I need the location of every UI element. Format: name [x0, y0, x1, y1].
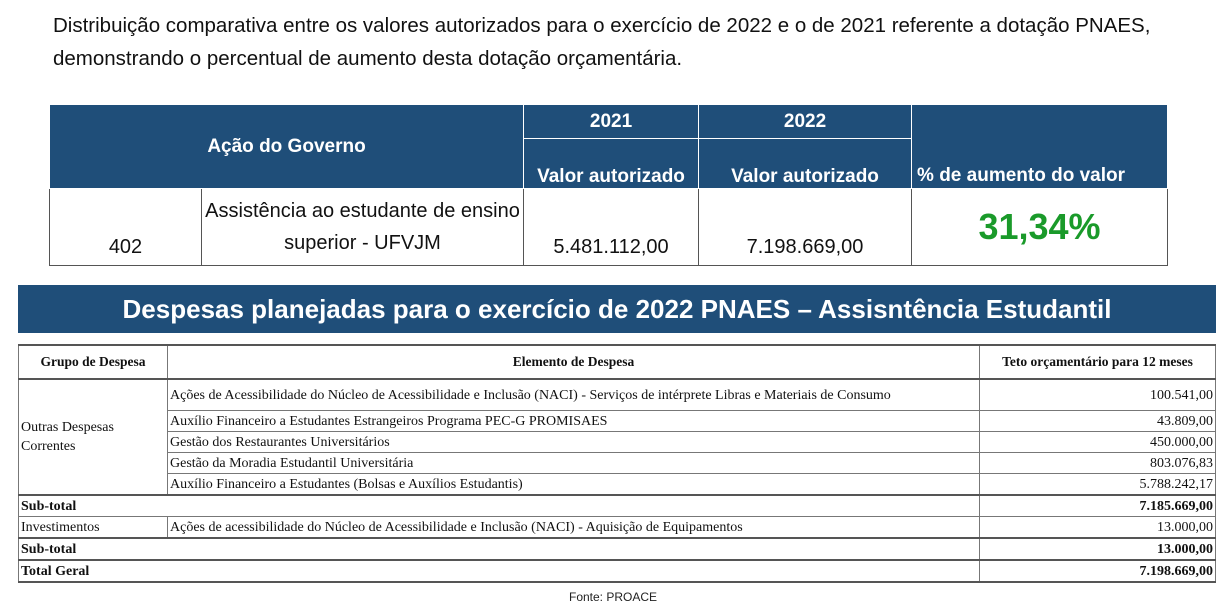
- valor-cell: 450.000,00: [980, 432, 1216, 453]
- header-acao-governo: Ação do Governo: [50, 105, 524, 189]
- table-row: [19, 411, 1216, 432]
- acao-description: Assistência ao estudante de ensino superior - UFVJM: [202, 189, 524, 266]
- pct-increase: 31,34%: [912, 189, 1168, 266]
- valor-cell: 13.000,00: [980, 517, 1216, 539]
- expenses-table: [18, 344, 1216, 583]
- elemento-cell: Ações de Acessibilidade do Núcleo de Acessibilidade e Inclusão (NACI) - Serviços de intérprete Libras e Materiais de Consumo: [168, 379, 980, 411]
- header-grupo-despesa: Grupo de Despesa: [19, 345, 168, 379]
- header-valor-2022: Valor autorizado: [699, 139, 912, 189]
- table-row: [19, 474, 1216, 496]
- valor-cell: 100.541,00: [980, 379, 1216, 411]
- intro-paragraph: Distribuição comparativa entre os valores autorizados para o exercício de 2022 e o de 2021 referente a dotação PNAES, demonstrando o percentual de aumento desta dotação orçamentária.: [53, 14, 1151, 70]
- header-teto: Teto orçamentário para 12 meses: [980, 345, 1216, 379]
- comparison-table: [49, 104, 1168, 266]
- table-row: [19, 379, 1216, 411]
- elemento-cell: Gestão da Moradia Estudantil Universitária: [168, 453, 980, 474]
- header-elemento-despesa: Elemento de Despesa: [168, 345, 980, 379]
- table-row: [19, 517, 1216, 539]
- total-value: 7.198.669,00: [980, 560, 1216, 582]
- expenses-banner: Despesas planejadas para o exercício de 2022 PNAES – Assisntência Estudantil: [18, 285, 1216, 333]
- total-row: [19, 560, 1216, 582]
- subtotal-row-invest: [19, 538, 1216, 560]
- header-valor-2021: Valor autorizado: [524, 139, 699, 189]
- elemento-cell: Gestão dos Restaurantes Universitários: [168, 432, 980, 453]
- source-note: Fonte: PROACE: [568, 590, 658, 604]
- elemento-cell: Auxílio Financeiro a Estudantes (Bolsas e Auxílios Estudantis): [168, 474, 980, 496]
- total-label: Total Geral: [19, 560, 980, 582]
- valor-cell: 803.076,83: [980, 453, 1216, 474]
- subtotal-value: 13.000,00: [980, 538, 1216, 560]
- group-outras-despesas: Outras Despesas Correntes: [19, 379, 168, 495]
- elemento-cell: Ações de acessibilidade do Núcleo de Acessibilidade e Inclusão (NACI) - Aquisição de Equipamentos: [168, 517, 980, 539]
- table-row: [19, 453, 1216, 474]
- value-2022: 7.198.669,00: [699, 189, 912, 266]
- header-year-2022: 2022: [699, 105, 912, 139]
- subtotal-label: Sub-total: [19, 495, 980, 517]
- valor-cell: 43.809,00: [980, 411, 1216, 432]
- subtotal-value: 7.185.669,00: [980, 495, 1216, 517]
- elemento-cell: Auxílio Financeiro a Estudantes Estrangeiros Programa PEC-G PROMISAES: [168, 411, 980, 432]
- header-pct-aumento: % de aumento do valor: [912, 105, 1168, 189]
- acao-code: 402: [50, 189, 202, 266]
- value-2021: 5.481.112,00: [524, 189, 699, 266]
- header-year-2021: 2021: [524, 105, 699, 139]
- group-investimentos: Investimentos: [19, 517, 168, 539]
- valor-cell: 5.788.242,17: [980, 474, 1216, 496]
- subtotal-row-outras: [19, 495, 1216, 517]
- table-row: [19, 432, 1216, 453]
- subtotal-label: Sub-total: [19, 538, 980, 560]
